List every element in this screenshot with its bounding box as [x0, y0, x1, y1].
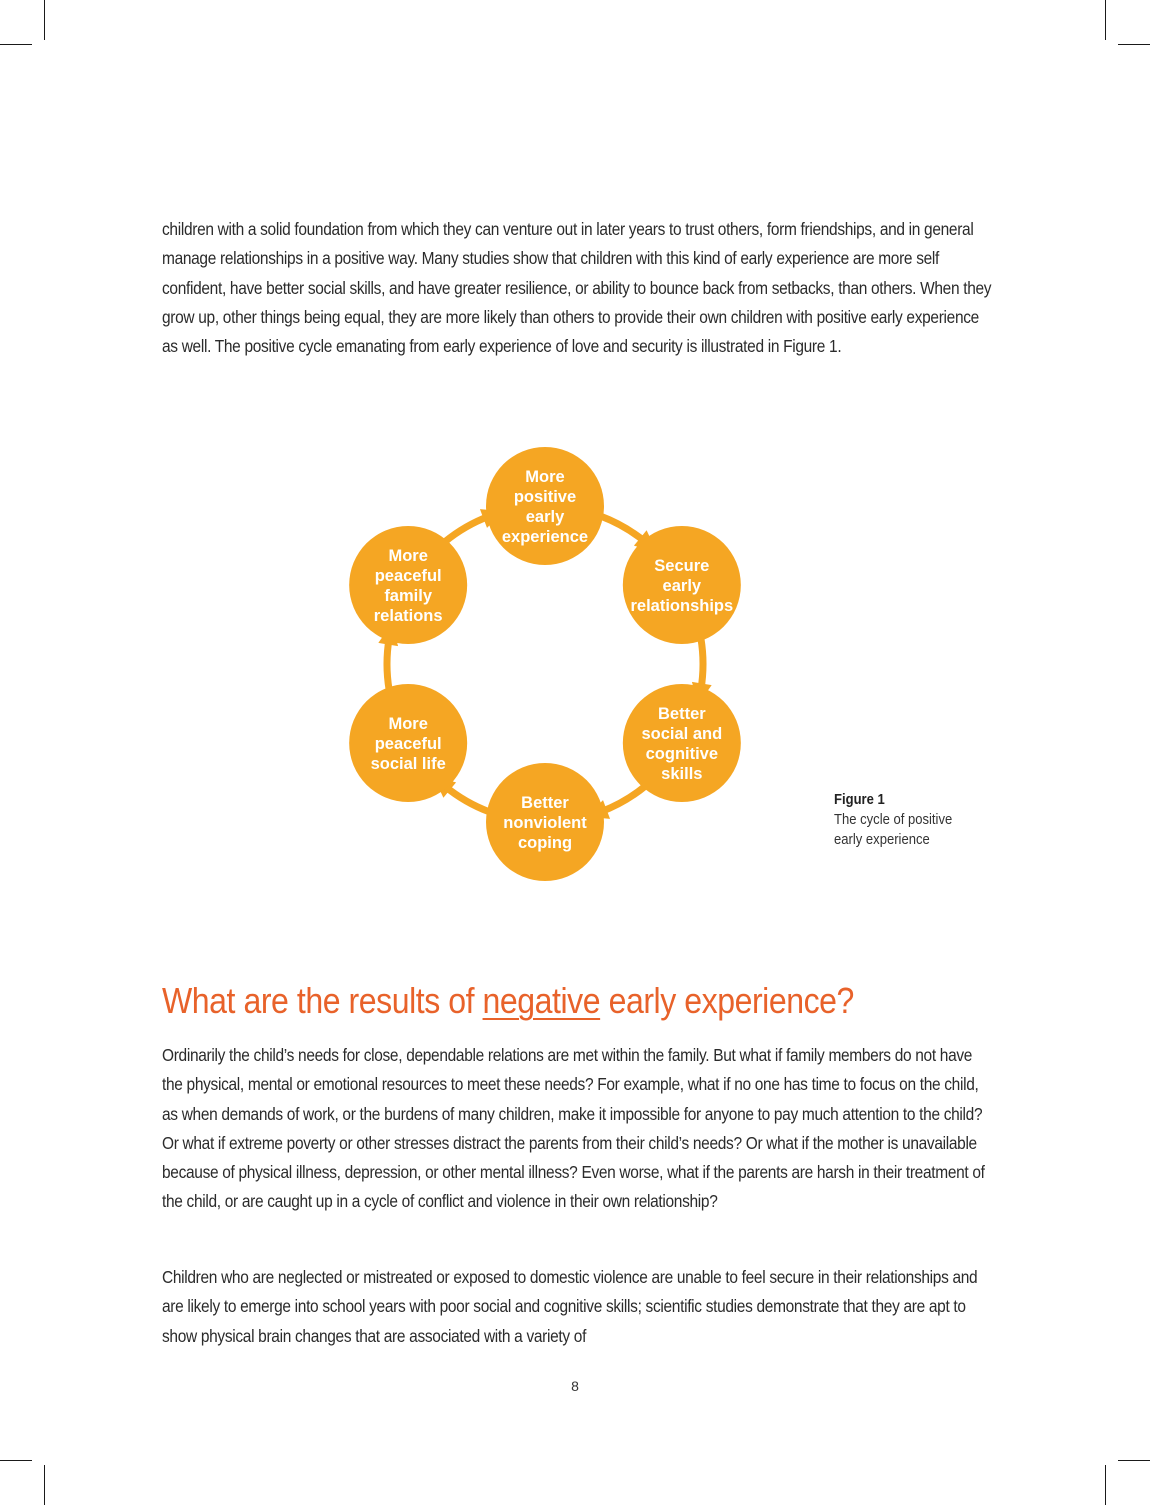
cycle-node-label: social and [641, 725, 723, 743]
cycle-node-label: peaceful [374, 567, 442, 585]
cycle-node-label: More [525, 468, 565, 486]
cycle-node-label: cognitive [645, 745, 719, 763]
cycle-nodes [349, 447, 741, 881]
cycle-node [623, 526, 741, 644]
cycle-connector [701, 638, 703, 689]
cycle-connector [387, 638, 389, 689]
cycle-node-label: positive [513, 488, 577, 506]
cycle-node [486, 763, 604, 881]
cycle-node-label: nonviolent [503, 814, 587, 832]
figure-text: The cycle of positive early experience [834, 812, 953, 848]
figure-label: Figure 1 [834, 792, 885, 808]
cycle-node-label: Better [657, 705, 706, 723]
cycle-connector [445, 786, 490, 812]
heading-emphasis: negative [482, 980, 601, 1021]
heading-after: early experience? [600, 980, 854, 1021]
cycle-node-label: relationships [630, 597, 734, 615]
cycle-node-circle [486, 447, 604, 565]
cycle-connector [601, 786, 646, 812]
cycle-node-circle [349, 526, 467, 644]
cycle-node-label: Secure [654, 557, 710, 575]
page-number: 8 [571, 1378, 579, 1394]
section-heading [162, 980, 854, 1022]
cycle-node-label: relations [373, 607, 443, 625]
cycle-node-label: More [388, 547, 428, 565]
cycle-node [486, 447, 604, 565]
heading-before: What are the results of [162, 980, 483, 1021]
figure-caption [834, 790, 978, 850]
cycle-connector [601, 516, 646, 542]
cycle-node-label: experience [501, 528, 589, 546]
negative-paragraph-1: Ordinarily the child’s needs for close, dependable relations are met within the family. But what if family members do not have the physical, mental or emotional resources to meet these needs? For example, what if no one has time to focus on the child, as when demands of work, or the burdens of many children, make it impossible for anyone to pay much attention to the child? Or what if extreme poverty or other stresses distract the parents from their child’s needs? Or what if the mother is unavailable because of physical illness, depression, or other mental illness? Even worse, what if the parents are harsh in their treatment of the child, or are caught up in a cycle of conflict and violence in their own relationship? [162, 1045, 985, 1212]
cycle-node-label: family [384, 587, 433, 605]
cycle-node-label: early [525, 508, 565, 526]
cycle-node-label: coping [517, 834, 573, 852]
cycle-node-label: skills [661, 765, 703, 783]
cycle-node [349, 684, 467, 802]
cycle-node-label: peaceful [374, 735, 442, 753]
cycle-node [349, 526, 467, 644]
cycle-node [623, 684, 741, 802]
intro-paragraph: children with a solid foundation from which they can venture out in later years to trust others, form friendships, and in general manage relationships in a positive way. Many studies show that children with this kind of early experience are more self confident, have better social skills, and have greater resilience, or ability to bounce back from setbacks, than others. When they grow up, other things being equal, they are more likely than others to provide their own children with positive early experience as well. The positive cycle emanating from early experience of love and security is illustrated in Figure 1. [162, 219, 992, 357]
cycle-node-circle [623, 684, 741, 802]
cycle-node-label: social life [370, 755, 446, 773]
cycle-node-label: early [662, 577, 702, 595]
cycle-node-label: More [388, 715, 428, 733]
negative-paragraph-2: Children who are neglected or mistreated or exposed to domestic violence are unable to feel secure in their relationships and are likely to emerge into school years with poor social and cognitive skills; scientific studies demonstrate that they are apt to show physical brain changes that are associated with a variety of [162, 1267, 978, 1346]
cycle-connector [445, 516, 490, 542]
cycle-node-label: Better [521, 794, 569, 812]
